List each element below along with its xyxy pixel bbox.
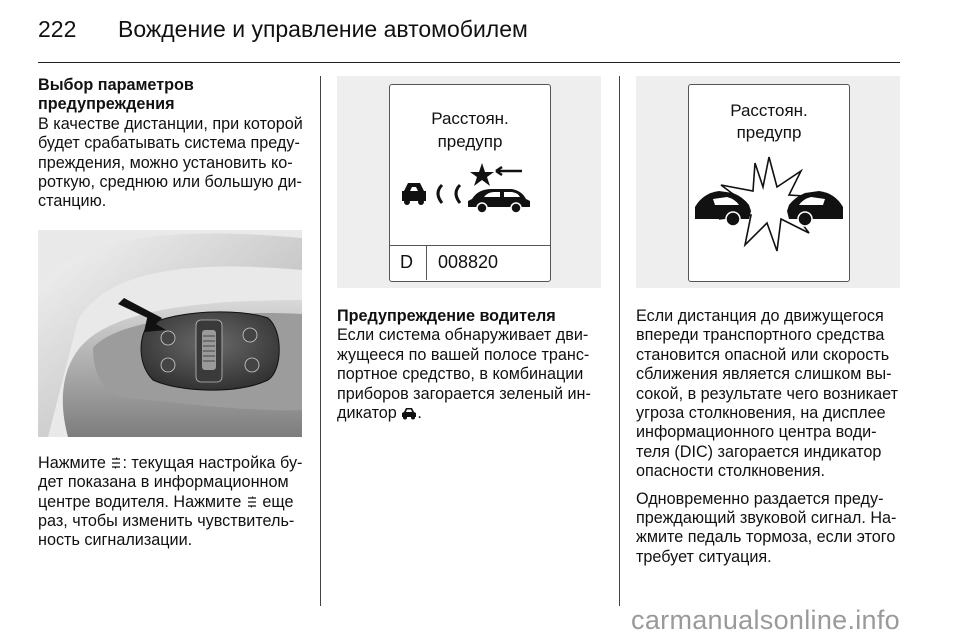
instruction-paragraph bbox=[38, 454, 308, 551]
distance-setting-icon bbox=[110, 456, 122, 470]
steering-wheel-illustration bbox=[38, 230, 302, 437]
text-line: раз, чтобы изменить чувствитель- bbox=[38, 512, 295, 531]
text-line: требует ситуация. bbox=[636, 547, 772, 566]
text-line: информационного центра води- bbox=[636, 423, 877, 442]
odometer-readout: 008820 bbox=[438, 252, 499, 272]
text-line: приборов загорается зеленый ин- bbox=[337, 384, 591, 403]
page-number: 222 bbox=[38, 16, 77, 42]
section-subhead bbox=[38, 76, 308, 115]
text-line: впереди транспортного средства bbox=[636, 326, 885, 345]
vehicle-ahead-warning-graphic bbox=[398, 161, 542, 217]
section-subhead: Предупреждение водителя bbox=[337, 307, 556, 325]
text-line: портное средство, в комбинации bbox=[337, 365, 584, 384]
page-header bbox=[38, 14, 900, 54]
intro-paragraph bbox=[38, 115, 308, 212]
column-divider bbox=[320, 76, 321, 606]
right-column bbox=[636, 76, 908, 567]
audible-warning-paragraph bbox=[636, 490, 908, 568]
text-fragment: Нажмите bbox=[38, 453, 111, 472]
driver-warning-paragraph bbox=[337, 326, 609, 423]
text-line: преждения, можно установить ко- bbox=[38, 153, 293, 172]
collision-alert-graphic bbox=[693, 149, 845, 259]
gear-indicator: D bbox=[400, 252, 413, 272]
driver-info-display bbox=[389, 84, 551, 282]
text-line: Если дистанция до движущегося bbox=[636, 307, 884, 325]
text-line: дет показана в информационном bbox=[38, 473, 289, 492]
display-title: Расстоян. bbox=[431, 109, 509, 128]
header-divider bbox=[38, 62, 900, 63]
text-line: опасности столкновения. bbox=[636, 462, 825, 481]
vehicle-ahead-indicator-icon bbox=[401, 406, 417, 420]
text-line: теля (DIC) загорается индикатор bbox=[636, 442, 882, 461]
text-line: Если система обнаруживает дви- bbox=[337, 326, 589, 345]
text-line: преждающий звуковой сигнал. На- bbox=[636, 509, 897, 528]
site-watermark: carmanualsonline.info bbox=[631, 605, 900, 635]
vehicle-ahead-icon bbox=[402, 183, 426, 205]
middle-column bbox=[337, 76, 609, 423]
display-subtitle: предупр bbox=[736, 123, 802, 142]
distance-setting-icon bbox=[246, 495, 258, 509]
text-line: сближения является слишком вы- bbox=[636, 365, 892, 384]
collision-warning-paragraph bbox=[636, 307, 908, 482]
driver-info-display bbox=[688, 84, 850, 282]
text-fragment: дикатор bbox=[337, 404, 402, 423]
collision-alert-figure bbox=[636, 76, 900, 288]
left-column bbox=[38, 76, 308, 551]
text-fragment: . bbox=[417, 404, 422, 423]
page-title: Вождение и управление автомобилем bbox=[118, 16, 528, 42]
text-fragment: еще bbox=[257, 492, 294, 511]
warning-display-figure bbox=[337, 76, 601, 288]
text-fragment: центре водителя. Нажмите bbox=[38, 492, 246, 511]
text-line: сокой, в результате чего возникает bbox=[636, 384, 898, 403]
text-line: будет срабатывать система преду- bbox=[38, 134, 300, 153]
display-divider bbox=[390, 245, 550, 246]
text-fragment: : текущая настройка бу- bbox=[122, 453, 303, 472]
text-line: угроза столкновения, на дисплее bbox=[636, 404, 886, 423]
subhead-line: Выбор параметров bbox=[38, 76, 194, 94]
text-line: В качестве дистанции, при которой bbox=[38, 114, 303, 133]
text-line: Одновременно раздается преду- bbox=[636, 489, 884, 508]
text-line: жмите педаль тормоза, если этого bbox=[636, 528, 896, 547]
display-title: Расстоян. bbox=[730, 101, 808, 120]
text-line: станцию. bbox=[38, 192, 107, 211]
text-line: жущееся по вашей полосе транс- bbox=[337, 345, 590, 364]
steering-wheel-figure bbox=[38, 230, 302, 437]
display-subtitle: предупр bbox=[437, 132, 503, 151]
column-divider bbox=[619, 76, 620, 606]
text-line: становится опасной или скорость bbox=[636, 345, 890, 364]
subhead-line: предупреждения bbox=[38, 95, 175, 114]
display-divider bbox=[426, 245, 427, 280]
text-line: роткую, среднюю или большую ди- bbox=[38, 173, 302, 192]
text-line: ность сигнализации. bbox=[38, 531, 193, 550]
